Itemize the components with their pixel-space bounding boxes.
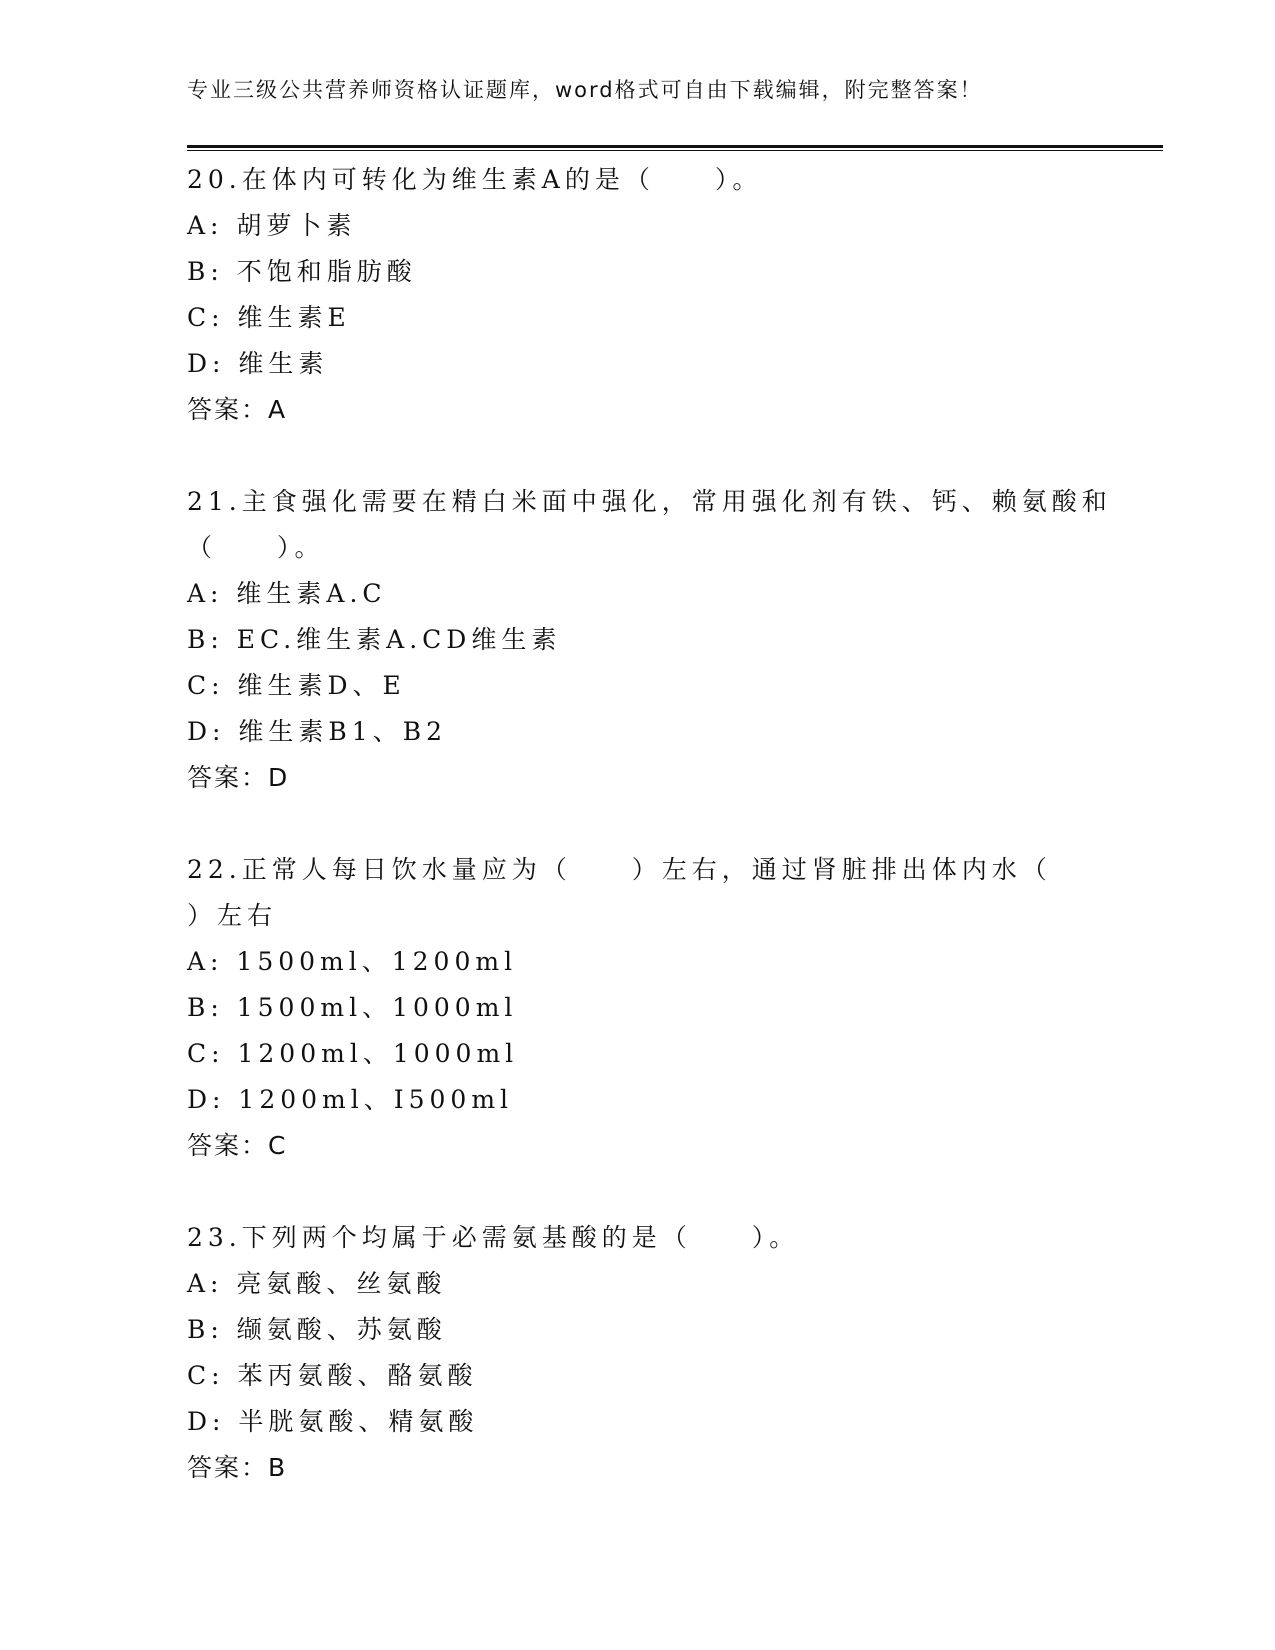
- question-stem: 22.正常人每日饮水量应为（ ）左右，通过肾脏排出体内水（: [187, 855, 1052, 884]
- option-d: D: 半胱氨酸、精氨酸: [187, 1407, 479, 1436]
- option-d: D: 维生素: [187, 349, 329, 378]
- option-a: A: 胡萝卜素: [187, 211, 357, 240]
- question-stem-continued: （ ）。: [187, 533, 325, 562]
- header-divider: [187, 145, 1163, 151]
- question-23: [187, 1215, 1163, 1491]
- question-stem: 23.下列两个均属于必需氨基酸的是（ ）。: [187, 1223, 800, 1252]
- option-b: B: 缬氨酸、苏氨酸: [187, 1315, 447, 1344]
- answer: 答案：B: [187, 1453, 288, 1482]
- question-stem: 20.在体内可转化为维生素A的是（ ）。: [187, 165, 763, 194]
- option-a: A: 1500ml、1200ml: [187, 947, 518, 976]
- option-c: C: 维生素E: [187, 303, 351, 332]
- option-b: B: 不饱和脂肪酸: [187, 257, 417, 286]
- header-text: 专业三级公共营养师资格认证题库，word格式可自由下载编辑，附完整答案！: [187, 78, 983, 102]
- question-20: [187, 157, 1163, 433]
- option-c: C: 1200ml、1000ml: [187, 1039, 519, 1068]
- option-b: B: 1500ml、1000ml: [187, 993, 518, 1022]
- answer: 答案：C: [187, 1131, 288, 1160]
- question-21: [187, 479, 1163, 801]
- answer: 答案：A: [187, 395, 288, 424]
- question-22: [187, 847, 1163, 1169]
- option-a: A: 亮氨酸、丝氨酸: [187, 1269, 447, 1298]
- question-stem: 21.主食强化需要在精白米面中强化，常用强化剂有铁、钙、赖氨酸和: [187, 487, 1112, 516]
- question-stem-continued: ）左右: [187, 901, 278, 930]
- option-c: C: 苯丙氨酸、酪氨酸: [187, 1361, 478, 1390]
- option-d: D: 1200ml、I500ml: [187, 1085, 514, 1114]
- answer: 答案：D: [187, 763, 290, 792]
- question-list: [187, 157, 1163, 1537]
- option-d: D: 维生素B1、B2: [187, 717, 447, 746]
- option-c: C: 维生素D、E: [187, 671, 406, 700]
- option-b: B: EC.维生素A.CD维生素: [187, 625, 562, 654]
- option-a: A: 维生素A.C: [187, 579, 387, 608]
